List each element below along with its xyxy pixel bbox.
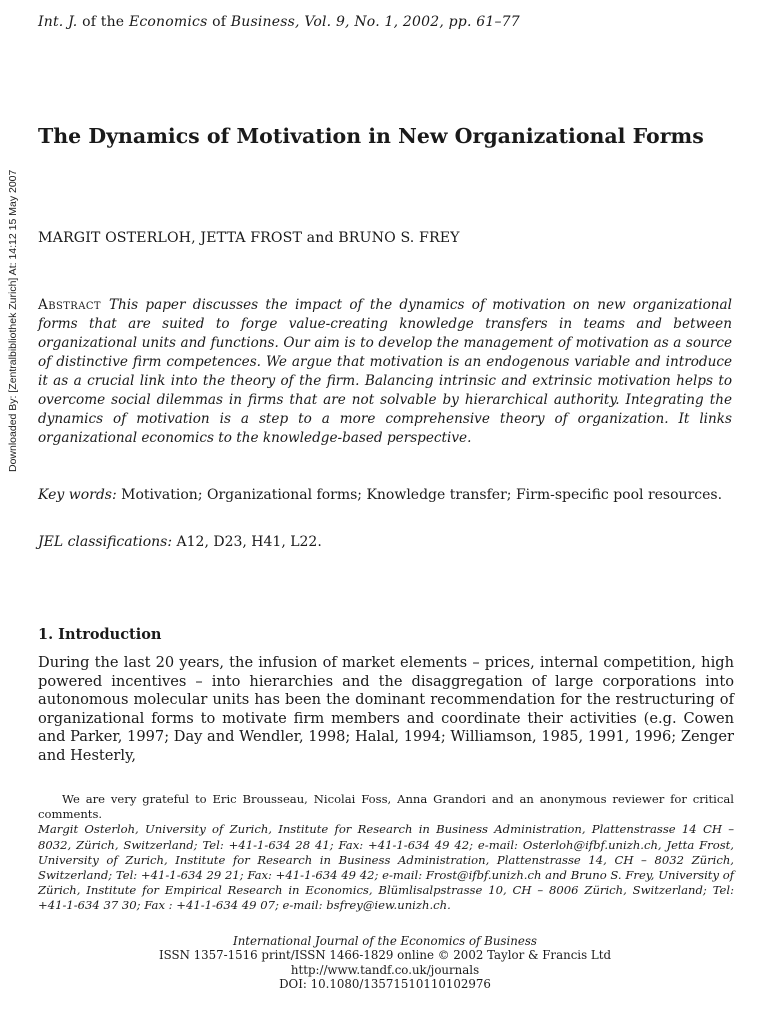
acknowledgement-note: We are very grateful to Eric Brousseau, Nicolai Foss, Anna Grandori and an anonymous reviewer for critical comments. <box>38 792 734 822</box>
author-name: BRUNO S. FREY <box>338 230 460 246</box>
keywords-label: Key words: <box>38 487 117 503</box>
author-separator: , <box>191 230 201 246</box>
jel-classifications <box>38 532 732 552</box>
journal-imprint <box>0 934 770 992</box>
imprint-journal-name: International Journal of the Economics of Business <box>233 934 537 948</box>
section-heading: 1. Introduction <box>38 626 162 643</box>
running-head-of: of <box>207 14 231 30</box>
download-stamp-text: Downloaded By: [Zentralbibliothek Zurich] At: 14:12 15 May 2007 <box>7 169 19 472</box>
article-title: The Dynamics of Motivation in New Organizational Forms <box>38 124 704 148</box>
body-paragraph: During the last 20 years, the infusion of market elements – prices, internal competition, high powered incentives – into hierarchies and the disaggregation of large corporations into autonomous molecular units has been the dominant recommendation for the restructuring of organizational forms to motivate firm members and coordinate their activities (e.g. Cowen and Parker, 1997; Day and Wendler, 1998; Halal, 1994; Williamson, 1985, 1991, 1996; Zenger and Hesterly, <box>38 654 734 764</box>
abstract <box>38 296 732 448</box>
running-head-of-the: of the <box>77 14 129 30</box>
imprint-url: http://www.tandf.co.uk/journals <box>290 962 480 977</box>
running-head-volume-info: Business, Vol. 9, No. 1, 2002, pp. 61–77 <box>230 14 520 30</box>
imprint-doi: DOI: 10.1080/13571510110102976 <box>279 977 491 992</box>
keywords-text: Motivation; Organizational forms; Knowledge transfer; Firm-specific pool resources. <box>116 487 723 503</box>
running-head <box>38 14 520 30</box>
imprint-issn: ISSN 1357-1516 print/ISSN 1466-1829 online © 2002 Taylor & Francis Ltd <box>158 948 612 963</box>
footnotes <box>38 792 734 914</box>
running-head-journal-abbrev: Int. J. <box>38 14 78 30</box>
running-head-economics: Economics <box>128 14 208 30</box>
author-addresses: Margit Osterloh, University of Zurich, Institute for Research in Business Administration, Plattenstrasse 14 CH – 8032, Zürich, Switzerland; Tel: +41-1-634 28 41; Fax: +41-1-634 49 42; e-mail: Osterloh@ifbf.unizh.ch, Jetta Frost, University of Zurich, Institute for Research in Business Administration, Plattenstrasse 14, CH – 8032 Zürich, Switzerland; Tel: +41-1-634 29 21; Fax: +41-1-634 49 42; e-mail: Frost@ifbf.unizh.ch and Bruno S. Frey, University of Zürich, Institute for Empirical Research in Economics, Blümlisalpstrasse 10, CH – 8006 Zürich, Switzerland; Tel: +41-1-634 37 30; Fax : +41-1-634 49 07; e-mail: bsfrey@iew.unizh.ch. <box>38 822 734 913</box>
author-conjunction: and <box>302 230 339 246</box>
jel-text: A12, D23, H41, L22. <box>172 534 322 550</box>
abstract-label: Abstract <box>38 297 101 313</box>
author-name: JETTA FROST <box>200 230 303 246</box>
keywords <box>38 485 732 505</box>
author-name: MARGIT OSTERLOH <box>38 230 192 246</box>
download-stamp <box>0 160 19 472</box>
author-line <box>38 230 460 246</box>
abstract-text: This paper discusses the impact of the dynamics of motivation on new organizational forms that are suited to forge value-creating knowledge transfers in teams and between organizational units and functions. Our aim is to develop the management of motivation as a source of distinctive firm competences. We argue that motivation is an endogenous variable and introduce it as a crucial link into the theory of the firm. Balancing intrinsic and extrinsic motivation helps to overcome social dilemmas in firms that are not solvable by hierarchical authority. Integrating the dynamics of motivation is a step to a more comprehensive theory of organization. It links organizational economics to the knowledge-based perspective. <box>38 297 732 446</box>
jel-label: JEL classifications: <box>38 534 173 550</box>
